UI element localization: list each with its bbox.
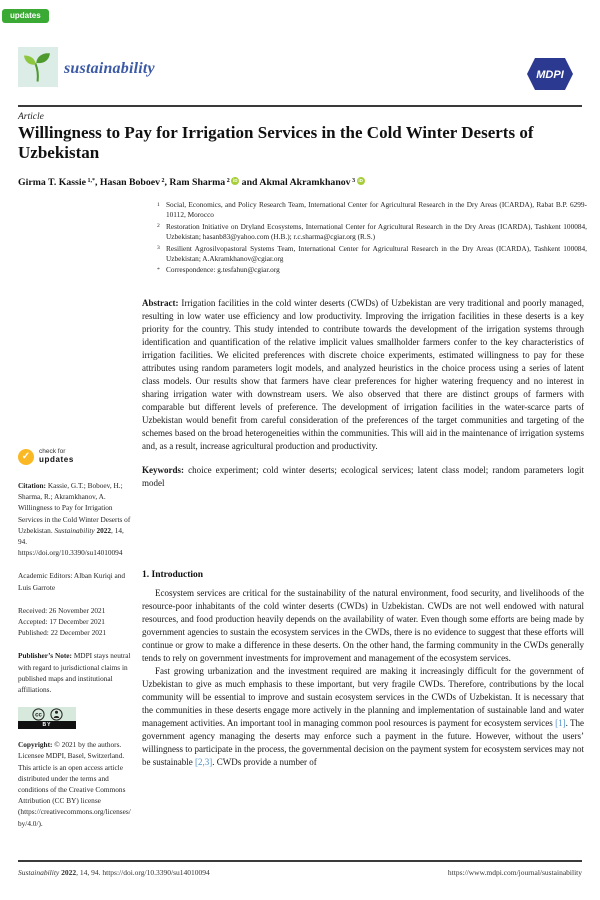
- affiliation-text: Correspondence: g.tesfahun@cgiar.org: [166, 265, 280, 275]
- author-separator: ,: [94, 177, 100, 188]
- abstract-label: Abstract:: [142, 298, 179, 308]
- citation-authors: Kassie, G.T.; Boboev, H.; Sharma, R.; Akramkhanov, A. Willingness to Pay for Irrigation Services in the Cold Winter Deserts of Uzbekistan.: [18, 481, 131, 535]
- received-value: 26 November 2021: [49, 605, 106, 615]
- affiliation-marker: 1: [157, 201, 160, 208]
- section-heading: 1. Introduction: [142, 570, 204, 580]
- author-name: Akmal Akramkhanov: [259, 177, 351, 188]
- accepted-label: Accepted:: [18, 617, 48, 627]
- author-name: Girma T. Kassie: [18, 177, 86, 188]
- check-badge-line2: updates: [39, 455, 74, 465]
- author-separator: ,: [164, 177, 170, 188]
- check-for-updates-badge[interactable]: [18, 449, 131, 465]
- mdpi-logo: [525, 56, 575, 92]
- abstract-section: [142, 297, 584, 490]
- affiliation-item: [157, 244, 587, 264]
- citation-journal: Sustainability: [54, 525, 95, 535]
- affiliation-item: [157, 222, 587, 242]
- received-line: [18, 605, 131, 616]
- intro-paragraph-2: [142, 665, 584, 769]
- footer-volume: , 14, 94.: [76, 868, 101, 877]
- footer-year: 2022: [61, 868, 77, 877]
- keywords-paragraph: [142, 464, 584, 490]
- affiliation-marker: *: [157, 266, 160, 273]
- author-superscript: 1,*: [87, 177, 95, 184]
- cc-icon-text: cc: [34, 712, 42, 719]
- authors-line: [18, 177, 580, 188]
- keywords-label: Keywords:: [142, 465, 184, 475]
- copyright-block: [18, 739, 131, 829]
- affiliations-list: [157, 200, 587, 278]
- updates-tag[interactable]: updates: [2, 9, 49, 23]
- affiliation-text: Resilient Agrosilvopastoral Systems Team, International Center for Agricultural Research in the Dry Areas (ICARDA), Tashkent 100084, Uzbekistan; A.Akramkhanov@cgiar.org: [166, 243, 587, 263]
- reference-link-1[interactable]: [1]: [555, 718, 566, 728]
- citation-label: Citation:: [18, 481, 46, 490]
- affiliation-text: Social, Economics, and Policy Research Team, International Center for Agricultural Research in the Dry Areas (ICARDA), Rabat B.P. 6299-10112, Morocco: [166, 200, 587, 219]
- sidebar: [18, 449, 131, 841]
- copyright-text: © 2021 by the authors. Licensee MDPI, Basel, Switzerland. This article is an open access article distributed under the terms and conditions of the Creative Commons Attribution (CC BY) license (https://creativecommons.org/licenses/by/4.0/).: [18, 740, 131, 828]
- abstract-paragraph: [142, 297, 584, 453]
- paragraph-text: . CWDs provide a number of: [212, 757, 317, 767]
- published-value: 22 December 2021: [50, 628, 107, 638]
- author-name: Hasan Boboev: [99, 177, 161, 188]
- footer-divider: [18, 860, 582, 862]
- cc-by-bar: BY: [18, 721, 76, 729]
- mdpi-logo-text: MDPI: [536, 69, 564, 81]
- footer-journal-url[interactable]: https://www.mdpi.com/journal/sustainability: [447, 868, 582, 877]
- citation-year: 2022: [96, 525, 112, 535]
- cc-by-license-badge[interactable]: [18, 707, 76, 729]
- reference-link-2-3[interactable]: [2,3]: [195, 757, 213, 767]
- page-footer: [18, 868, 582, 877]
- orcid-icon[interactable]: iD: [358, 178, 363, 183]
- author-superscript: 2: [161, 177, 165, 184]
- author-superscript: 2: [226, 177, 230, 184]
- abstract-text: Irrigation facilities in the cold winter deserts (CWDs) of Uzbekistan are very traditional and poorly managed, resulting in low water use efficiency and low productivity. Improving the irrigation facilities in these deserts is a key priority for the country. This study intended to contribute towards the development of the irrigation systems through identification and quantification of the relative implicit values smallholder farmers confer to the key characteristics of irrigation facilities. We elicited preferences with discrete choice experiments, estimated willingness to pay for these attributes using random parameters logit models, and analyzed heuristics in the choice process using a series of latent class models. Our results show that farmers have clear preferences for higher watering frequency and no interest in sharing irrigation water with downstream users. We also observed that there are distinct groups of farmers with comparable but different levels of preference. The development of irrigation facilities in the water-scarce parts of Uzbekistan would benefit from careful consideration of the preferences of the target communities and targeting of the schemes based on the broad heterogeneities within the communities. This will aid in the maintenance of irrigation systems and, as a result, increase agricultural production and productivity.: [142, 298, 585, 451]
- affiliation-text: Restoration Initiative on Dryland Ecosystems, International Center for Agricultural Research in the Dry Areas (ICARDA), Tashkent 100084, Uzbekistan; hasanb83@yahoo.com (H.B.); r.c.sharma@cgiar.org (R.S.): [166, 221, 587, 241]
- check-badge-line1: check for: [39, 448, 66, 456]
- accepted-value: 17 December 2021: [49, 617, 105, 627]
- affiliation-item: [157, 200, 587, 220]
- check-icon: ✓: [18, 449, 34, 465]
- journal-logo: [18, 47, 58, 87]
- orcid-icon[interactable]: iD: [232, 178, 238, 183]
- keywords-text: choice experiment; cold winter deserts; ecological services; latent class model; random parameters logit model: [142, 465, 584, 488]
- citation-doi-link[interactable]: https://doi.org/10.3390/su14010094: [18, 548, 123, 558]
- dates-block: [18, 605, 131, 639]
- citation-volume: , 14, 94.: [18, 525, 124, 547]
- intro-paragraph-1: Ecosystem services are critical for the sustainability of the natural environment, food security, and livelihoods of the resource-poor inhabitants of the cold winter deserts (CWDs) in Uzbekistan. CWDs are not well endowed with natural resources, and food production heavily depends on the availability of water. Even though some efforts are being made by government agencies to sustain the ecosystem services in the CWDs, there is no evidence to suggest that these efforts will continue or grow to make a difference in these deserts. On the other hand, the farming community in the CWDs generally tends to rely on government investments for improvement and management of the ecosystem services.: [142, 588, 584, 663]
- author-name: Ram Sharma: [169, 177, 226, 188]
- affiliation-marker: 2: [157, 223, 160, 230]
- sprout-icon: [21, 50, 55, 84]
- journal-name: sustainability: [64, 60, 155, 77]
- author-superscript: 3: [352, 177, 356, 184]
- header-divider: [18, 105, 582, 107]
- affiliation-marker: 3: [157, 245, 160, 252]
- accepted-line: [18, 616, 131, 627]
- article-title: Willingness to Pay for Irrigation Services in the Cold Winter Deserts of Uzbekistan: [18, 123, 534, 162]
- paragraph-text: Fast growing urbanization and the investment required are making it increasingly difficult for the government of Uzbekistan to give as much emphasis to these important, but very fragile CWDs. Therefore, contributions by the local community will be essential to improve and sustain ecosystem services in the CWDs of Uzbekistan. It is necessary that the communities in these deserts engage more actively in the planning and implementation of sustainable land and water management activities. An important tool in managing common pool resources is payment for ecosystem services: [142, 666, 584, 728]
- paragraph-text: . The government agency managing the deserts may enforce such a payment in the future. However, without the users’ willingness to participate in the process, the governmental decision on the payment system for ecosystem services may not be sustainable: [142, 718, 584, 767]
- copyright-label: Copyright:: [18, 740, 53, 750]
- citation-block: [18, 480, 131, 558]
- publishers-note-block: [18, 650, 131, 695]
- footer-doi-link[interactable]: https://doi.org/10.3390/su14010094: [102, 868, 210, 877]
- author-separator: and: [239, 177, 260, 188]
- article-type-label: Article: [18, 112, 44, 122]
- check-badge-text: [39, 449, 74, 464]
- published-label: Published:: [18, 628, 49, 638]
- footer-citation: [18, 868, 210, 877]
- publishers-note-label: Publisher’s Note:: [18, 651, 72, 661]
- footer-journal-name: Sustainability: [18, 868, 60, 877]
- received-label: Received:: [18, 605, 48, 615]
- publishers-note-text: MDPI stays neutral with regard to jurisdictional claims in published maps and institutional affiliations.: [18, 651, 131, 695]
- published-line: [18, 627, 131, 638]
- academic-editors-block: Academic Editors: Alban Kuriqi and Luis Garrote: [18, 571, 125, 592]
- introduction-section: [142, 570, 584, 769]
- affiliation-item: [157, 265, 587, 275]
